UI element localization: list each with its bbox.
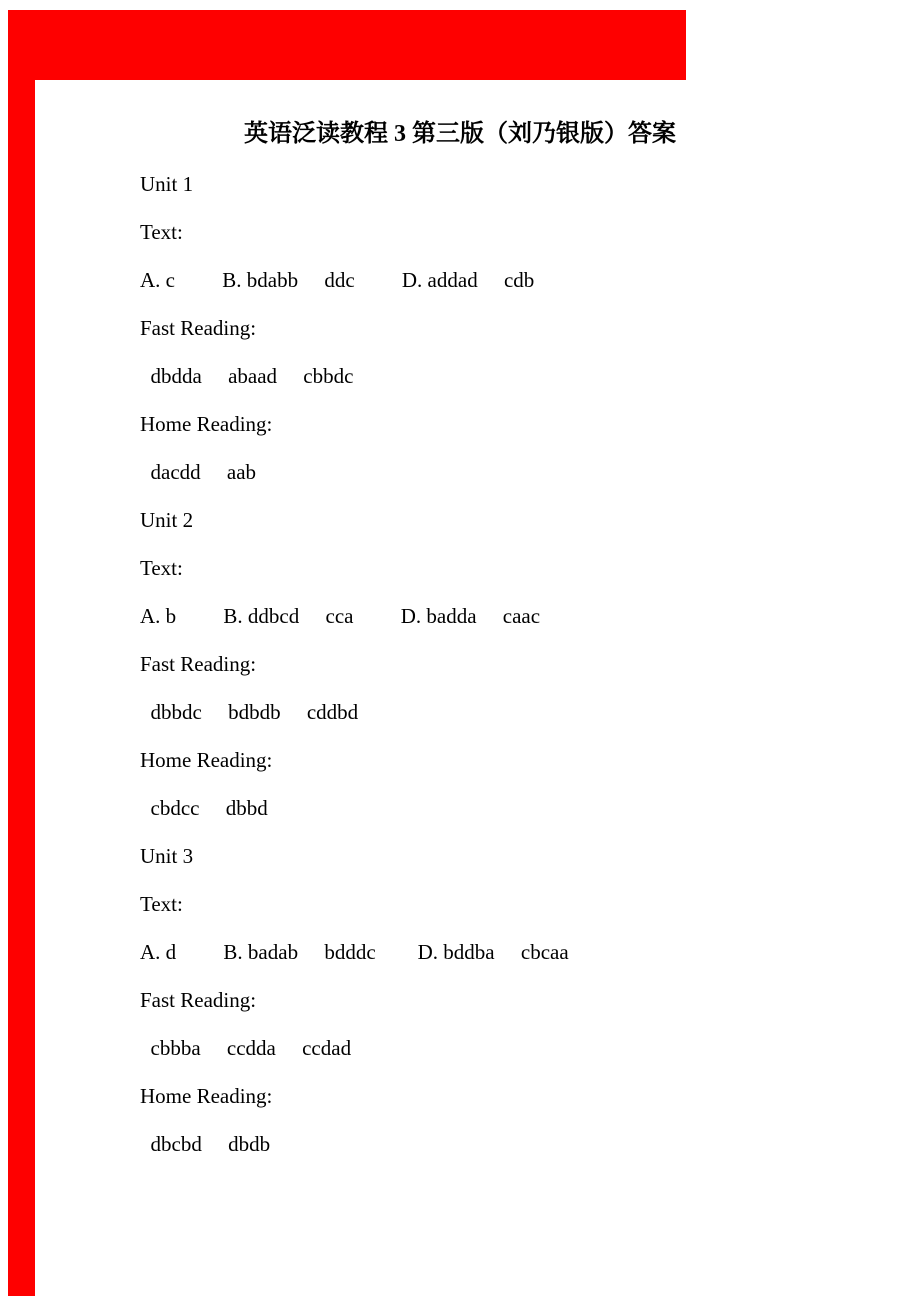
unit-1-fast-reading-answers: dbdda abaad cbbdc [140,364,354,388]
unit-2-home-reading-label: Home Reading: [140,748,273,772]
unit-1-heading: Unit 1 [140,172,194,196]
unit-1-text-label: Text: [140,220,183,244]
unit-3-home-reading-label: Home Reading: [140,1084,273,1108]
red-highlight-bar-left [8,10,35,1296]
unit-2-block [140,496,880,832]
unit-3-fast-reading-answers: cbbba ccdda ccdad [140,1036,352,1060]
doc-body [140,160,880,1168]
unit-1-block [140,160,880,496]
unit-3-text-label: Text: [140,892,183,916]
unit-2-text-label: Text: [140,556,183,580]
red-highlight-bar-top [8,10,686,80]
unit-2-fast-reading-label: Fast Reading: [140,652,257,676]
unit-1-home-reading-answers: dacdd aab [140,460,257,484]
unit-2-heading: Unit 2 [140,508,194,532]
unit-3-fast-reading-label: Fast Reading: [140,988,257,1012]
unit-3-block [140,832,880,1168]
unit-2-text-answers: A. b B. ddbcd cca D. badda caac [140,604,541,628]
unit-1-home-reading-label: Home Reading: [140,412,273,436]
unit-2-fast-reading-answers: dbbdc bdbdb cddbd [140,700,359,724]
doc-title: 英语泛读教程 3 第三版（刘乃银版）答案 [244,121,676,147]
unit-1-text-answers: A. c B. bdabb ddc D. addad cdb [140,268,535,292]
unit-3-heading: Unit 3 [140,844,194,868]
unit-3-text-answers: A. d B. badab bdddc D. bddba cbcaa [140,940,569,964]
unit-2-home-reading-answers: cbdcc dbbd [140,796,268,820]
unit-3-home-reading-answers: dbcbd dbdb [140,1132,271,1156]
unit-1-fast-reading-label: Fast Reading: [140,316,257,340]
